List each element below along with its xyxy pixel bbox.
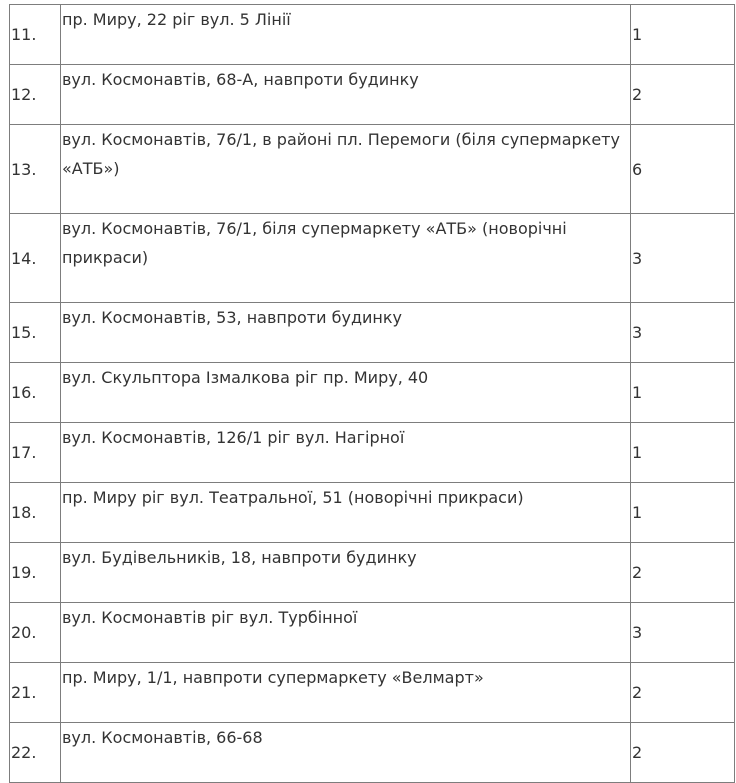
row-quantity: 2 bbox=[631, 65, 735, 125]
row-address bbox=[61, 423, 631, 483]
address-text: вул. Космонавтів, 68-А, навпроти будинку bbox=[62, 70, 419, 89]
row-address bbox=[61, 723, 631, 783]
address-text: вул. Будівельників, 18, навпроти будинку bbox=[62, 548, 417, 567]
row-number: 18. bbox=[10, 483, 61, 543]
row-address bbox=[61, 603, 631, 663]
table-row bbox=[10, 603, 735, 663]
table-row bbox=[10, 363, 735, 423]
row-quantity: 3 bbox=[631, 603, 735, 663]
address-text: вул. Космонавтів, 66-68 bbox=[62, 728, 263, 747]
row-number: 20. bbox=[10, 603, 61, 663]
row-address bbox=[61, 5, 631, 65]
row-quantity: 1 bbox=[631, 423, 735, 483]
address-text: вул. Космонавтів ріг вул. Турбінної bbox=[62, 608, 358, 627]
row-address bbox=[61, 214, 631, 303]
table-row bbox=[10, 483, 735, 543]
row-number: 12. bbox=[10, 65, 61, 125]
row-address bbox=[61, 663, 631, 723]
locations-table bbox=[9, 4, 735, 783]
row-number: 14. bbox=[10, 214, 61, 303]
row-number: 13. bbox=[10, 125, 61, 214]
row-quantity: 1 bbox=[631, 483, 735, 543]
row-quantity: 3 bbox=[631, 303, 735, 363]
row-quantity: 2 bbox=[631, 543, 735, 603]
address-text: вул. Космонавтів, 126/1 ріг вул. Нагірної bbox=[62, 428, 405, 447]
row-number: 21. bbox=[10, 663, 61, 723]
row-quantity: 3 bbox=[631, 214, 735, 303]
row-number: 15. bbox=[10, 303, 61, 363]
row-quantity: 1 bbox=[631, 5, 735, 65]
address-text: вул. Космонавтів, 76/1, біля супермаркету «АТБ» (новорічні прикраси) bbox=[62, 219, 567, 267]
address-text: пр. Миру, 1/1, навпроти супермаркету «Велмарт» bbox=[62, 668, 484, 687]
table-row bbox=[10, 214, 735, 303]
row-number: 16. bbox=[10, 363, 61, 423]
address-text: вул. Космонавтів, 53, навпроти будинку bbox=[62, 308, 402, 327]
row-address bbox=[61, 363, 631, 423]
address-text: пр. Миру, 22 ріг вул. 5 Лінії bbox=[62, 10, 291, 29]
row-number: 11. bbox=[10, 5, 61, 65]
table-row bbox=[10, 125, 735, 214]
table-row bbox=[10, 663, 735, 723]
row-number: 22. bbox=[10, 723, 61, 783]
row-number: 17. bbox=[10, 423, 61, 483]
row-address bbox=[61, 65, 631, 125]
table-row bbox=[10, 543, 735, 603]
row-quantity: 6 bbox=[631, 125, 735, 214]
table-row bbox=[10, 65, 735, 125]
row-number: 19. bbox=[10, 543, 61, 603]
table-row bbox=[10, 303, 735, 363]
address-text: пр. Миру ріг вул. Театральної, 51 (новорічні прикраси) bbox=[62, 488, 524, 507]
address-text: вул. Скульптора Ізмалкова ріг пр. Миру, 40 bbox=[62, 368, 429, 387]
table-row bbox=[10, 423, 735, 483]
locations-table-wrapper bbox=[9, 4, 734, 783]
table-row bbox=[10, 723, 735, 783]
row-quantity: 2 bbox=[631, 723, 735, 783]
table-row bbox=[10, 5, 735, 65]
row-address bbox=[61, 543, 631, 603]
row-address bbox=[61, 125, 631, 214]
row-quantity: 2 bbox=[631, 663, 735, 723]
address-text: вул. Космонавтів, 76/1, в районі пл. Перемоги (біля супермаркету «АТБ») bbox=[62, 130, 620, 178]
row-address bbox=[61, 303, 631, 363]
row-quantity: 1 bbox=[631, 363, 735, 423]
row-address bbox=[61, 483, 631, 543]
